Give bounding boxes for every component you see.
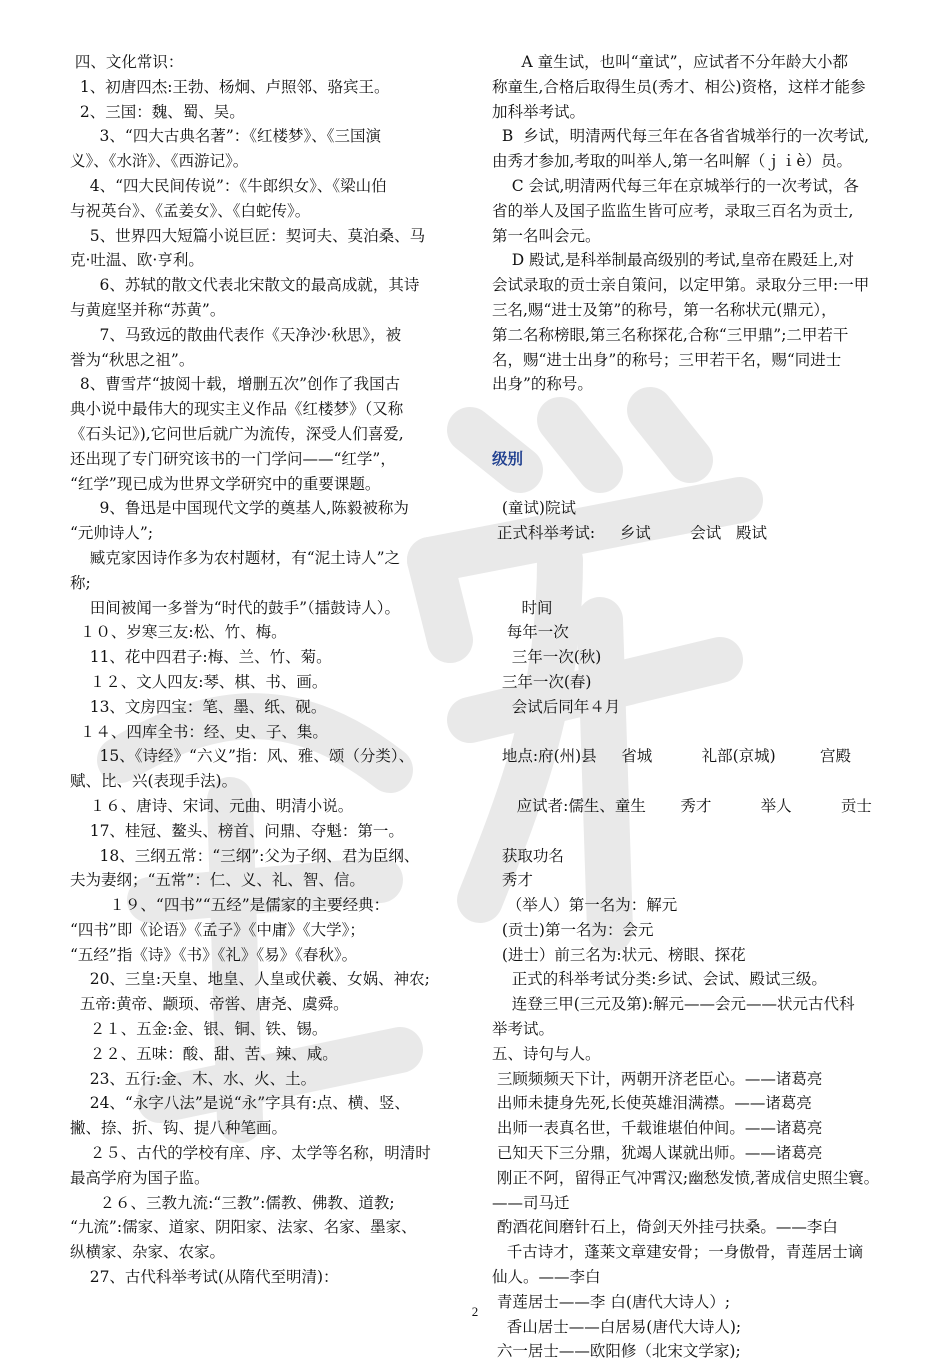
text-line: （举人）第一名为：解元 [492, 896, 678, 915]
text-line: A 童生试，也叫“童试”，应试者不分年龄大小都 [492, 53, 849, 71]
text-line: 称童生,合格后取得生员(秀才、相公)资格，这样才能参 [492, 77, 866, 96]
text-line: 出身”的称号。 [492, 375, 593, 394]
text-line: 名，赐“进士出身”的称号；三甲若干名，赐“同进士 [492, 350, 842, 369]
text-line: 5、世界四大短篇小说巨匠：契诃夫、莫泊桑、马 [70, 226, 426, 245]
text-line: 誉为“秋思之祖”。 [70, 350, 195, 369]
text-line: 第一名叫会元。 [492, 226, 601, 245]
text-line: 加科举考试。 [492, 102, 586, 121]
page-number: 2 [471, 1304, 479, 1319]
text-line: D 殿试,是科举制最高级别的考试,皇帝在殿廷上,对 [492, 251, 854, 270]
text-line: 17、桂冠、鳌头、榜首、问鼎、夺魁：第一。 [70, 821, 404, 840]
left-column [70, 50, 470, 1290]
text-line: B 乡试，明清两代每三年在各省省城举行的一次考试, [492, 127, 870, 146]
text-line [492, 571, 912, 596]
text-line: 15、《诗经》“六义”指：风、雅、颂（分类）、 [70, 747, 415, 766]
text-line: 还出现了专门研究该书的一门学问——“红学”， [70, 449, 396, 468]
text-line: 已知天下三分鼎，犹竭人谋就出师。——诸葛亮 [492, 1144, 823, 1163]
text-line: 典小说中最伟大的现实主义作品《红楼梦》（又称 [70, 400, 404, 419]
text-line: 应试者:儒生、童生 秀才 举人 贡士 [492, 796, 872, 815]
text-line: ２５、古代的学校有庠、序、太学等名称，明清时 [70, 1144, 431, 1163]
text-line: 27、古代科举考试(从隋代至明清)： [70, 1268, 339, 1287]
text-line [492, 546, 912, 571]
text-line: 获取功名 [492, 846, 564, 865]
text-line: 与黄庭坚并称“苏黄”。 [70, 300, 226, 319]
text-line: 会试后同年４月 [492, 697, 621, 716]
text-line: 4、“四大民间传说”：《牛郎织女》、《梁山伯 [70, 176, 387, 195]
text-line: 夫为妻纲；“五常”：仁、义、礼、智、信。 [70, 871, 365, 890]
right-column [492, 50, 912, 1364]
text-line: ２２、五味：酸、甜、苦、辣、咸。 [70, 1044, 338, 1063]
text-line: 省的举人及国子监监生皆可应考，录取三百名为贡士, [492, 201, 854, 220]
text-line: C 会试,明清两代每三年在京城举行的一次考试，各 [492, 176, 859, 195]
text-line: 三名,赐“进士及第”的称号，第一名称状元(鼎元）， [492, 300, 837, 319]
text-line: 与祝英台》、《孟姜女》、《白蛇传》。 [70, 201, 311, 220]
text-line: 20、三皇:天皇、地皇、人皇或伏羲、女娲、神农; [70, 970, 430, 989]
text-line: 出师未捷身先死,长使英雄泪满襟。——诸葛亮 [492, 1094, 812, 1113]
text-line: １６、唐诗、宋词、元曲、明清小说。 [70, 796, 354, 815]
text-line: 23、五行:金、木、水、火、土。 [70, 1069, 317, 1088]
text-line: 千古诗才，蓬莱文章建安骨；一身傲骨，青莲居士谪 [492, 1243, 864, 1262]
text-line: 义》、《水浒》、《西游记》。 [70, 152, 249, 171]
text-line: 9、鲁迅是中国现代文学的奠基人,陈毅被称为 [70, 499, 409, 518]
text-line: 赋、比、兴(表现手法)。 [70, 772, 238, 791]
text-line: 11、花中四君子:梅、兰、竹、菊。 [70, 648, 332, 667]
text-line: 第二名称榜眼,第三名称探花,合称“三甲鼎”;二甲若干 [492, 325, 849, 344]
text-line: 正式的科举考试分类:乡试、会试、殿试三级。 [492, 970, 827, 989]
text-line [492, 720, 912, 745]
text-line: 秀才 [492, 871, 533, 890]
text-line: 克·吐温、欧·亨利。 [70, 251, 204, 270]
text-line [492, 769, 912, 794]
text-line: “四书”即《论语》《孟子》《中庸》《大学》； [70, 920, 365, 939]
section-heading-level: 级别 [492, 448, 524, 468]
text-line: ——司马迁 [492, 1193, 570, 1212]
text-line: 地点:府(州)县 省城 礼部(京城) 宫殿 [492, 747, 852, 766]
text-line: 时间 [492, 598, 553, 617]
text-line [492, 472, 912, 497]
text-line: 仙人。——李白 [492, 1268, 601, 1287]
text-line: 3、“四大古典名著”：《红楼梦》、《三国演 [70, 127, 382, 146]
text-line [492, 397, 912, 422]
text-line: 每年一次 [492, 623, 569, 642]
text-line: 青莲居士——李 白(唐代大诗人）; [492, 1292, 731, 1311]
text-line: 称; [70, 573, 91, 592]
text-line: 6、苏轼的散文代表北宋散文的最高成就，其诗 [70, 276, 420, 295]
text-line: “五经”指《诗》《书》《礼》《易》《春秋》。 [70, 945, 358, 964]
text-line: 1、初唐四杰:王勃、杨炯、卢照邻、骆宾王。 [70, 77, 390, 96]
text-line: 四、文化常识： [70, 53, 184, 71]
text-line: １４、四库全书：经、史、子、集。 [70, 722, 328, 741]
text-line: (贡士)第一名为：会元 [492, 920, 654, 939]
text-line [492, 819, 912, 844]
text-line: 出师一表真名世，千载谁堪伯仲间。——诸葛亮 [492, 1119, 823, 1138]
text-line: １０、岁寒三友:松、竹、梅。 [70, 623, 287, 642]
text-line: 7、马致远的散曲代表作《天净沙·秋思》，被 [70, 325, 402, 344]
text-line: “红学”现已成为世界文学研究中的重要课题。 [70, 474, 381, 493]
text-line: 会试录取的贡士亲自策问，以定甲第。录取分三甲:一甲 [492, 276, 870, 295]
text-line: ２６、三教九流:“三教”:儒教、佛教、道教; [70, 1193, 395, 1212]
text-line: 三年一次(秋) [492, 648, 602, 667]
text-line: 三年一次(春) [492, 672, 592, 691]
text-line: 连登三甲(三元及第):解元——会元——状元古代科 [492, 995, 855, 1014]
text-line: 纵横家、杂家、农家。 [70, 1243, 226, 1262]
text-line [492, 422, 912, 447]
text-line: 《石头记》),它问世后就广为流传，深受人们喜爱, [70, 424, 404, 443]
text-line: 三顾频频天下计，两朝开济老臣心。——诸葛亮 [492, 1069, 823, 1088]
text-line: (进士）前三名为:状元、榜眼、探花 [492, 945, 746, 964]
text-line: １９、“四书”“五经”是儒家的主要经典： [70, 896, 390, 915]
text-line: 酌酒花间磨针石上，倚剑天外挂弓扶桑。——李白 [492, 1218, 838, 1237]
text-line: 五帝:黄帝、颛顼、帝喾、唐尧、虞舜。 [70, 995, 349, 1014]
text-line: 刚正不阿，留得正气冲霄汉;幽愁发愤,著成信史照尘寰。 [492, 1168, 880, 1187]
text-line: 2、三国：魏、蜀、吴。 [70, 102, 245, 121]
text-line: 正式科举考试: 乡试 会试 殿试 [492, 524, 767, 543]
text-line: 田间被闻一多誉为“时代的鼓手”（擂鼓诗人）。 [70, 598, 401, 617]
text-line: 24、“永字八法”是说“永”字具有:点、横、竖、 [70, 1094, 410, 1113]
text-line: 举考试。 [492, 1020, 555, 1039]
text-line: (童试)院试 [492, 499, 576, 518]
text-line: 8、曹雪芹“披阅十载，增删五次”创作了我国古 [70, 375, 401, 394]
text-line: “元帅诗人”; [70, 524, 154, 543]
text-line: 18、三纲五常：“三纲”:父为子纲、君为臣纲、 [70, 846, 420, 865]
text-line: １２、文人四友:琴、棋、书、画。 [70, 672, 328, 691]
text-line: 五、诗句与人。 [492, 1044, 601, 1063]
text-line: 由秀才参加,考取的叫举人,第一名叫解（ｊｉè）员。 [492, 152, 853, 171]
text-line: 最高学府为国子监。 [70, 1168, 210, 1187]
text-line: 13、文房四宝：笔、墨、纸、砚。 [70, 697, 327, 716]
text-line: 臧克家因诗作多为农村题材，有“泥土诗人”之 [70, 548, 401, 567]
text-line: 六一居士——欧阳修（北宋文学家); [492, 1342, 741, 1361]
text-line: 香山居士——白居易(唐代大诗人); [492, 1317, 742, 1336]
text-line: “九流”:儒家、道家、阴阳家、法家、名家、墨家、 [70, 1218, 417, 1237]
text-line: 撇、捺、折、钩、提八种笔画。 [70, 1119, 288, 1138]
text-line: ２１、五金:金、银、铜、铁、锡。 [70, 1020, 328, 1039]
